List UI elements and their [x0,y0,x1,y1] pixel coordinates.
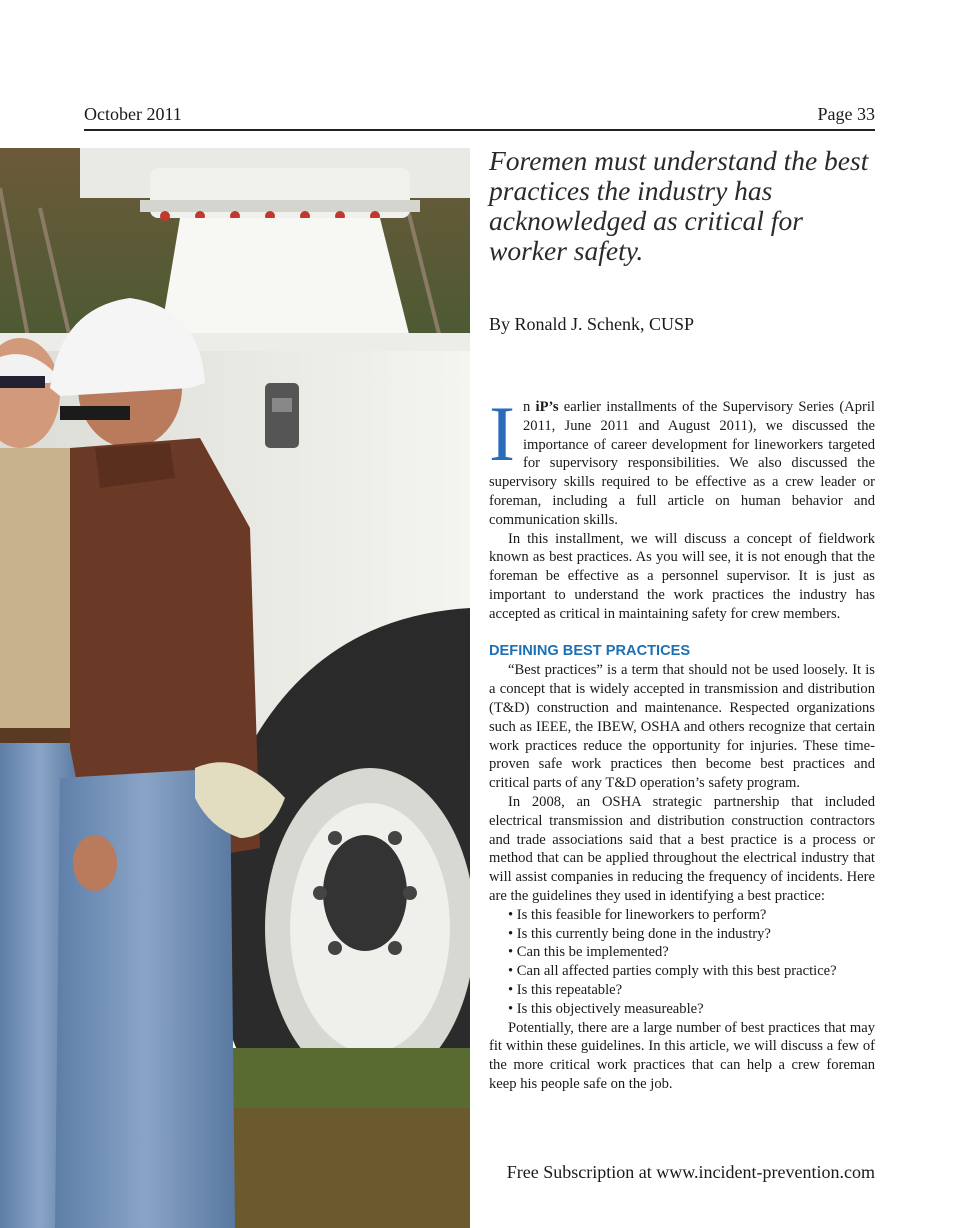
paragraph: “Best practices” is a term that should not be used loosely. It is a concept that is widely accepted in transmission and distribution (T&D) construction and maintenance. Respected organizations such as IEEE, the IBEW, OSHA and others recognize that certain work practices reduce the opportunity for injuries. These time-proven safe work practices then become best practices and critical parts of any T&D operation’s safety program. [489,662,875,792]
paragraph: Potentially, there are a large number of best practices that may fit within these guidelines. In this article, we will discuss a few of the more critical work practices that can help a crew foreman keep his people safe on the job. [489,1019,875,1092]
subscription-footer: Free Subscription at www.incident-prevention.com [506,1162,875,1182]
intro-paragraph: In iP’s earlier installments of the Supervisory Series (April 2011, June 2011 and August 2011), we discussed the importance of career development for lineworkers targeted for supervisory responsibilities. We also discussed the supervisory skills required to be effective as a crew leader or foreman, including a full article on human behavior and communication skills. [489,390,875,528]
list-item: • Can this be implemented? [508,943,875,962]
byline: By Ronald J. Schenk, CUSP [489,314,695,334]
list-item: • Is this currently being done in the industry? [508,925,875,944]
magazine-name: iP’s [535,399,559,415]
page-number: Page 33 [817,104,875,124]
list-item: • Can all affected parties comply with this best practice? [508,962,875,981]
section-heading: DEFINING BEST PRACTICES [489,642,691,659]
paragraph: In 2008, an OSHA strategic partnership that included electrical transmission and distribution construction contractors and trade associations said that a best practice is a process or method that can be applied throughout the electrical industry that will assist companies in reducing the frequency of incidents. Here are the guidelines they used in identifying a best practice: [489,793,875,904]
pull-quote: Foremen must understand the best practices the industry has acknowledged as critical for worker safety. [489,145,869,266]
article-photo [0,148,470,1228]
list-item: • Is this objectively measureable? [508,1000,875,1019]
drop-cap: I [489,390,515,477]
article-body [489,390,875,1094]
issue-date: October 2011 [84,104,182,124]
list-item: • Is this feasible for lineworkers to perform? [508,906,875,925]
page-header [84,102,875,131]
guidelines-list [489,906,875,1019]
list-item: • Is this repeatable? [508,981,875,1000]
paragraph: In this installment, we will discuss a concept of fieldwork known as best practices. As you will see, it is not enough that the foreman be effective as a personnel supervisor. It is just as important to understand the work practices the industry has accepted as critical in maintaining safety for crew members. [489,530,875,622]
